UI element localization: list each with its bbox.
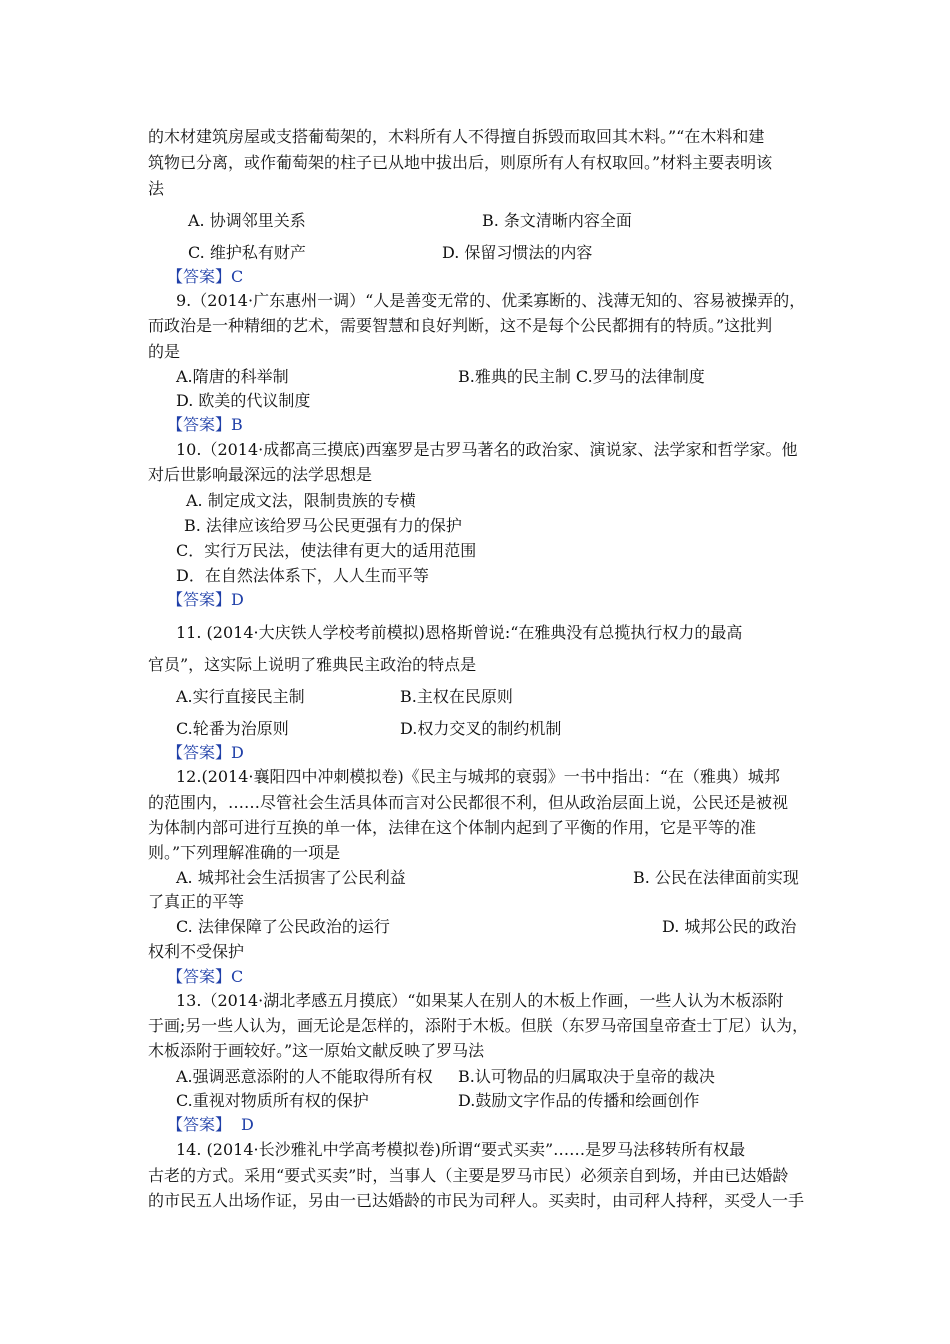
- answer-value: B: [231, 415, 243, 434]
- q13-stem-line-2: 于画;另一些人认为，画无论是怎样的，添附于木板。但朕（东罗马帝国皇帝查士丁尼）认为，: [148, 1016, 809, 1035]
- answer-value: C: [231, 967, 244, 986]
- q10-stem-line-2: 对后世影响最深远的法学思想是: [148, 465, 373, 484]
- q8-option-d: D. 保留习惯法的内容: [442, 243, 593, 262]
- q13-answer: [167, 1114, 254, 1136]
- q13-stem-line-1: 13.（2014·湖北孝感五月摸底）“如果某人在别人的木板上作画，一些人认为木板添附: [176, 991, 784, 1010]
- q9-option-b: B.雅典的民主制 C.罗马的法律制度: [458, 367, 705, 386]
- q13-option-d: D.鼓励文字作品的传播和绘画创作: [458, 1091, 700, 1110]
- q11-stem-line-2: 官员”，这实际上说明了雅典民主政治的特点是: [148, 655, 477, 674]
- answer-value: C: [231, 267, 244, 286]
- q12-stem-line-3: 为体制内部可进行互换的单一体，法律在这个体制内起到了平衡的作用，它是平等的准: [148, 818, 757, 837]
- q14-stem-line-1: 14. (2014·长沙雅礼中学高考模拟卷)所谓“要式买卖”……是罗马法移转所有权最: [176, 1140, 746, 1159]
- q12-stem-line-1: 12.(2014·襄阳四中冲刺模拟卷)《民主与城邦的衰弱》一书中指出：“在（雅典）城邦: [176, 767, 780, 786]
- q11-option-c: C.轮番为治原则: [176, 719, 289, 738]
- q8-stem-line-3: 法: [148, 179, 165, 198]
- q8-stem-line-2: 筑物已分离，或作葡萄架的柱子已从地中拔出后，则原所有人有权取回。”材料主要表明该: [148, 153, 773, 172]
- q8-option-b: B. 条文清晰内容全面: [482, 211, 632, 230]
- q13-option-c: C.重视对物质所有权的保护: [176, 1091, 369, 1110]
- q13-option-b: B.认可物品的归属取决于皇帝的裁决: [458, 1067, 715, 1086]
- q11-option-d: D.权力交叉的制约机制: [400, 719, 562, 738]
- answer-label: 【答案】: [167, 590, 232, 609]
- q12-option-c: C. 法律保障了公民政治的运行: [176, 917, 390, 936]
- q12-answer: [167, 966, 243, 988]
- answer-label: 【答案】: [167, 415, 232, 434]
- q8-option-a: A. 协调邻里关系: [188, 211, 306, 230]
- q10-option-c: C．实行万民法，使法律有更大的适用范围: [176, 541, 477, 560]
- q12-stem-line-2: 的范围内，……尽管社会生活具体而言对公民都很不利，但从政治层面上说，公民还是被视: [148, 793, 789, 812]
- q9-answer: [167, 414, 243, 436]
- q12-option-a: A. 城邦社会生活损害了公民利益: [176, 868, 406, 887]
- q10-option-d: D．在自然法体系下，人人生而平等: [176, 566, 429, 585]
- q11-option-a: A.实行直接民主制: [176, 687, 305, 706]
- q13-stem-line-3: 木板添附于画较好。”这一原始文献反映了罗马法: [148, 1041, 485, 1060]
- q10-option-a: A. 制定成文法，限制贵族的专横: [186, 491, 416, 510]
- answer-label: 【答案】: [167, 1115, 232, 1134]
- q10-stem-line-1: 10.（2014·成都高三摸底)西塞罗是古罗马著名的政治家、演说家、法学家和哲学家。他: [176, 440, 798, 459]
- q10-answer: [167, 589, 244, 611]
- q12-option-b-cont: 了真正的平等: [148, 892, 245, 911]
- q12-option-d-cont: 权利不受保护: [148, 942, 245, 961]
- q11-stem-line-1: 11. (2014·大庆铁人学校考前模拟)恩格斯曾说:“在雅典没有总揽执行权力的最高: [176, 623, 743, 642]
- q13-option-a: A.强调恶意添附的人不能取得所有权: [176, 1067, 433, 1086]
- q8-answer: [167, 266, 243, 288]
- answer-value: D: [231, 743, 244, 762]
- q8-option-c: C. 维护私有财产: [188, 243, 306, 262]
- answer-value: D: [231, 590, 244, 609]
- q14-stem-line-3: 的市民五人出场作证，另由一已达婚龄的市民为司秤人。买卖时，由司秤人持秤，买受人一手: [148, 1191, 805, 1210]
- answer-label: 【答案】: [167, 267, 232, 286]
- q12-option-b: B. 公民在法律面前实现: [633, 868, 799, 887]
- q11-option-b: B.主权在民原则: [400, 687, 513, 706]
- q8-stem-line-1: 的木材建筑房屋或支搭葡萄架的，木料所有人不得擅自拆毁而取回其木料。”“在木料和建: [148, 127, 765, 146]
- q9-option-a: A.隋唐的科举制: [176, 367, 289, 386]
- q9-stem-line-3: 的是: [148, 342, 181, 361]
- q11-answer: [167, 742, 244, 764]
- q12-option-d: D. 城邦公民的政治: [662, 917, 797, 936]
- q12-stem-line-4: 则。”下列理解准确的一项是: [148, 843, 341, 862]
- answer-value: D: [241, 1115, 254, 1134]
- answer-label: 【答案】: [167, 743, 232, 762]
- q14-stem-line-2: 古老的方式。采用“要式买卖”时，当事人（主要是罗马市民）必须亲自到场，并由已达婚龄: [148, 1166, 789, 1185]
- q9-stem-line-1: 9.（2014·广东惠州一调）“人是善变无常的、优柔寡断的、浅薄无知的、容易被操弄的，: [176, 291, 806, 310]
- q9-stem-line-2: 而政治是一种精细的艺术，需要智慧和良好判断，这不是每个公民都拥有的特质。”这批判: [148, 316, 773, 335]
- q9-option-d: D. 欧美的代议制度: [176, 391, 311, 410]
- q10-option-b: B. 法律应该给罗马公民更强有力的保护: [184, 516, 462, 535]
- answer-label: 【答案】: [167, 967, 232, 986]
